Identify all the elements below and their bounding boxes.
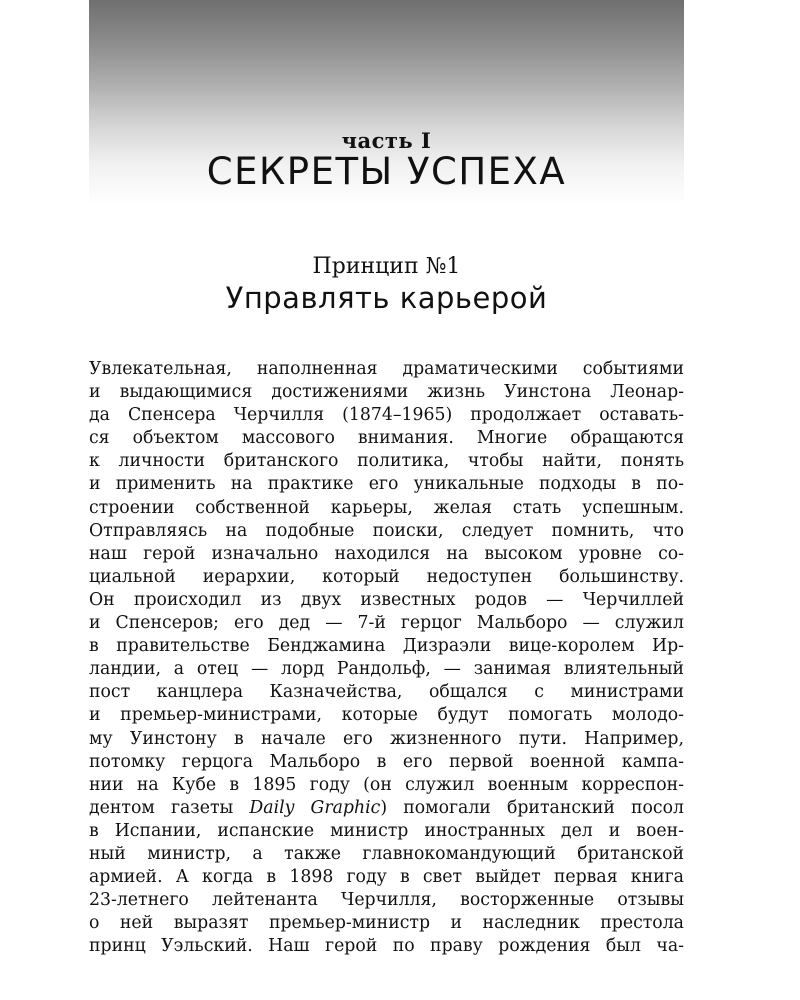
text-segment: дентом газеты (89, 797, 250, 818)
part-title: СЕКРЕТЫ УСПЕХА (206, 150, 567, 193)
text-line: и Спенсеров; его дед — 7-й герцог Мальборо — служил (89, 613, 684, 634)
text-segment: ) помогали британский посол (380, 797, 684, 818)
text-line: потомку герцога Мальборо в его первой военной кампа- (89, 751, 684, 772)
principle-title: Управлять карьерой (225, 281, 548, 315)
text-line: принц Уэльский. Наш герой по праву рождения был ча- (89, 936, 684, 957)
text-line: 23-летнего лейтенанта Черчилля, восторженные отзывы (89, 890, 684, 911)
text-line: о ней выразят премьер-министр и наследник престола (89, 913, 684, 934)
text-line: ся объектом массового внимания. Многие обращаются (89, 428, 684, 449)
text-line: Он происходил из двух известных родов — Черчиллей (89, 589, 684, 610)
body-paragraph (89, 358, 684, 958)
newspaper-title: Daily Graphic (249, 797, 381, 818)
text-line: пост канцлера Казначейства, общался с министрами (89, 682, 684, 703)
text-line: строении собственной карьеры, желая стать успешным. (89, 497, 684, 518)
text-line: и премьер-министрами, которые будут помогать молодо- (89, 705, 684, 726)
text-line: да Спенсера Черчилля (1874–1965) продолжает оставать- (89, 405, 684, 426)
text-line: и применить на практике его уникальные подходы в по- (89, 474, 684, 495)
principle-label: Принцип №1 (312, 254, 461, 279)
text-line: ландии, а отец — лорд Рандольф, — занимая влиятельный (89, 659, 684, 680)
text-line: Отправляясь на подобные поиски, следует помнить, что (89, 520, 684, 541)
part-label: часть I (341, 128, 432, 153)
text-line: и выдающимися достижениями жизнь Уинстона Леонар- (89, 382, 684, 403)
text-line: в Испании, испанские министр иностранных дел и воен- (89, 820, 684, 841)
text-line: циальной иерархии, который недоступен большинству. (89, 566, 684, 587)
text-line: наш герой изначально находился на высоком уровне со- (89, 543, 684, 564)
text-line: в правительстве Бенджамина Дизраэли вице-королем Ир- (89, 636, 684, 657)
text-line: к личности британского политика, чтобы найти, понять (89, 451, 684, 472)
text-line: нии на Кубе в 1895 году (он служил военным корреспон- (89, 774, 684, 795)
text-line: ный министр, а также главнокомандующий британской (89, 843, 684, 864)
text-line: му Уинстону в начале его жизненного пути. Например, (89, 728, 684, 749)
text-line: армией. А когда в 1898 году в свет выйдет первая книга (89, 867, 684, 888)
text-line-with-italic (89, 797, 684, 820)
text-line: Увлекательная, наполненная драматическими событиями (89, 359, 684, 379)
